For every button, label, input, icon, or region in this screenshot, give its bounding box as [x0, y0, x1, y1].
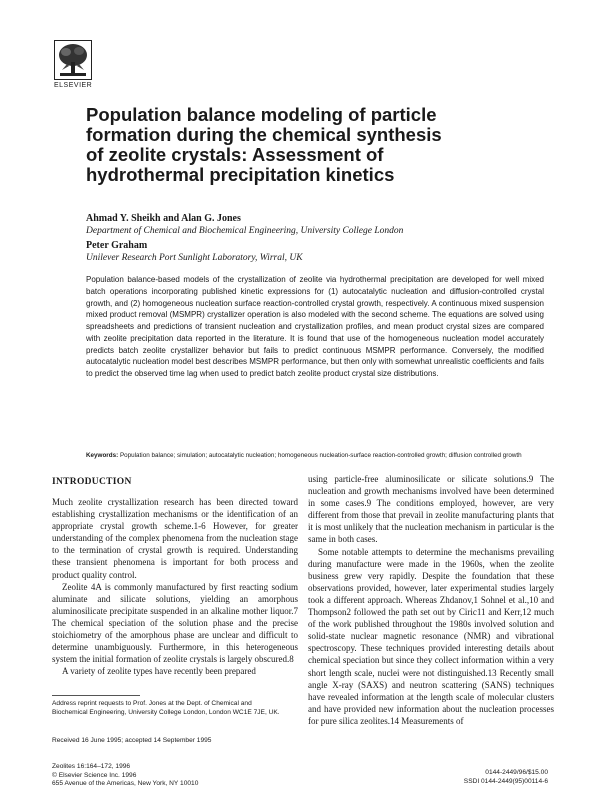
left-column: [52, 473, 298, 677]
keywords-label: Keywords:: [86, 452, 119, 459]
author-affiliation: Department of Chemical and Biochemical Engineering, University College London: [86, 226, 404, 236]
abstract: Population balance-based models of the crystallization of zeolite via hydrothermal precipitation are developed for well mixed batch operations incorporating published kinetic expressions for (1) autocatalytic nucleation and diffusion-controlled crystal growth, and (2) homogeneous nucleation surface reaction-controlled crystal growth, respectively. A continuous mixed suspension mixed product removal (MSMPR) crystallizer operation is also modeled with the second scheme. The equations are solved using spreadsheets and predictions of transient nucleation and crystallization profiles, and mean product crystal sizes are compared with zeolite precipitation data reported in the literature. It is found that use of the homogeneous nucleation model accurately predicts batch zeolite crystallizer behavior but fails to predict continuous MSMPR performance. Conversely, the modified autocatalytic nucleation model best describes MSMPR performance, but then only with somewhat unrealistic coefficients and fails to predict the observed time lag when used to predict batch zeolite product crystal size distributions.: [86, 275, 544, 378]
issn: 0144-2449/96/$15.00: [485, 769, 548, 776]
elsevier-tree-icon: [54, 40, 92, 80]
author-names: Peter Graham: [86, 240, 148, 251]
publisher-address: 655 Avenue of the Americas, New York, NY 10010: [52, 780, 199, 788]
author-affiliation: Unilever Research Port Sunlight Laboratory, Wirral, UK: [86, 253, 303, 263]
keywords-text: Population balance; simulation; autocatalytic nucleation; homogeneous nucleation-surface reaction-controlled growth; diffusion controlled growth: [119, 452, 522, 459]
publisher-logo-text: ELSEVIER: [54, 82, 93, 89]
journal-citation: Zeolites 16:164–172, 1996: [52, 763, 131, 770]
elsevier-logo: [54, 40, 92, 89]
title-line: of zeolite crystals: Assessment of: [86, 144, 384, 165]
copyright: © Elsevier Science Inc. 1996: [52, 771, 137, 779]
keywords: [86, 451, 544, 460]
article-title: [86, 105, 556, 185]
section-heading: INTRODUCTION: [52, 477, 132, 487]
journal-citation-block: [52, 763, 198, 789]
paragraph: A variety of zeolite types have recently been prepared: [62, 666, 256, 677]
paragraph: using particle-free aluminosilicate or silicate solutions.9 The nucleation and growth mechanisms involved have been determined in some cases.9 The conditions employed, however, are very different from those that prevail in zeolite manufacturing plants that it is most unlikely that the nucleation mechanism in particular is the same in both cases.: [308, 474, 554, 545]
issn-block: [464, 769, 548, 786]
author-block-2: [86, 240, 556, 264]
right-column: [308, 473, 554, 727]
title-line: formation during the chemical synthesis: [86, 124, 442, 145]
author-block-1: [86, 213, 556, 237]
pii: SSDI 0144-2449(95)00114-6: [463, 777, 548, 785]
footnote-divider: [52, 695, 140, 696]
author-names: Ahmad Y. Sheikh and Alan G. Jones: [86, 213, 241, 224]
received-dates: Received 16 June 1995; accepted 14 September 1995: [52, 737, 212, 744]
paragraph: Zeolite 4A is commonly manufactured by first reacting sodium aluminate and silicate solutions, yielding an amorphous aluminosilicate precipitate suspended in an alkaline mother liquor.7 The chemical speciation of the solution phase and the precise stoichiometry of the amorphous phase are unclear and difficult to determine unambiguously. Furthermore, in this heterogeneous system the initial formation of zeolite crystals is largely obscured.8: [52, 581, 298, 665]
title-line: hydrothermal precipitation kinetics: [86, 164, 395, 185]
paragraph: Much zeolite crystallization research has been directed toward establishing crystallization mechanisms or the identification of an appropriate crystal growth scheme.1-6 However, for greater understanding of the complex phenomena from the nucleation stage to the termination of crystal growth is required. Understanding these transient phenomena is important for both process and product quality control.: [52, 497, 298, 580]
title-line: Population balance modeling of particle: [86, 104, 437, 125]
correspondence-footnote: Address reprint requests to Prof. Jones at the Dept. of Chemical and Biochemical Engineering, University College London, London WC1E 7JE, UK.: [52, 700, 280, 716]
paragraph: Some notable attempts to determine the mechanisms prevailing during manufacture were made in the 1960s, when the zeolite business grew very rapidly. Despite the foundation that these observations provided, however, later experimental studies largely took a different approach. Whereas Zhdanov,1 Sohnel et al.,10 and Thompson2 followed the path set out by Ciric11 and Kerr,12 much of the work published throughout the 1980s involved solution and solid-state nuclear magnetic resonance (NMR) and vibrational spectroscopy. These techniques provided interesting details about chemical speciation but since they collect information within a very short length scale, nuclei were not distinguished.13 Recently small angle X-ray (SAXS) and neutron scattering (SANS) techniques have revealed information at the length scale of molecular clusters and have provided new information about the nucleation processes for pure silica zeolites.14 Measurements of: [308, 546, 554, 726]
